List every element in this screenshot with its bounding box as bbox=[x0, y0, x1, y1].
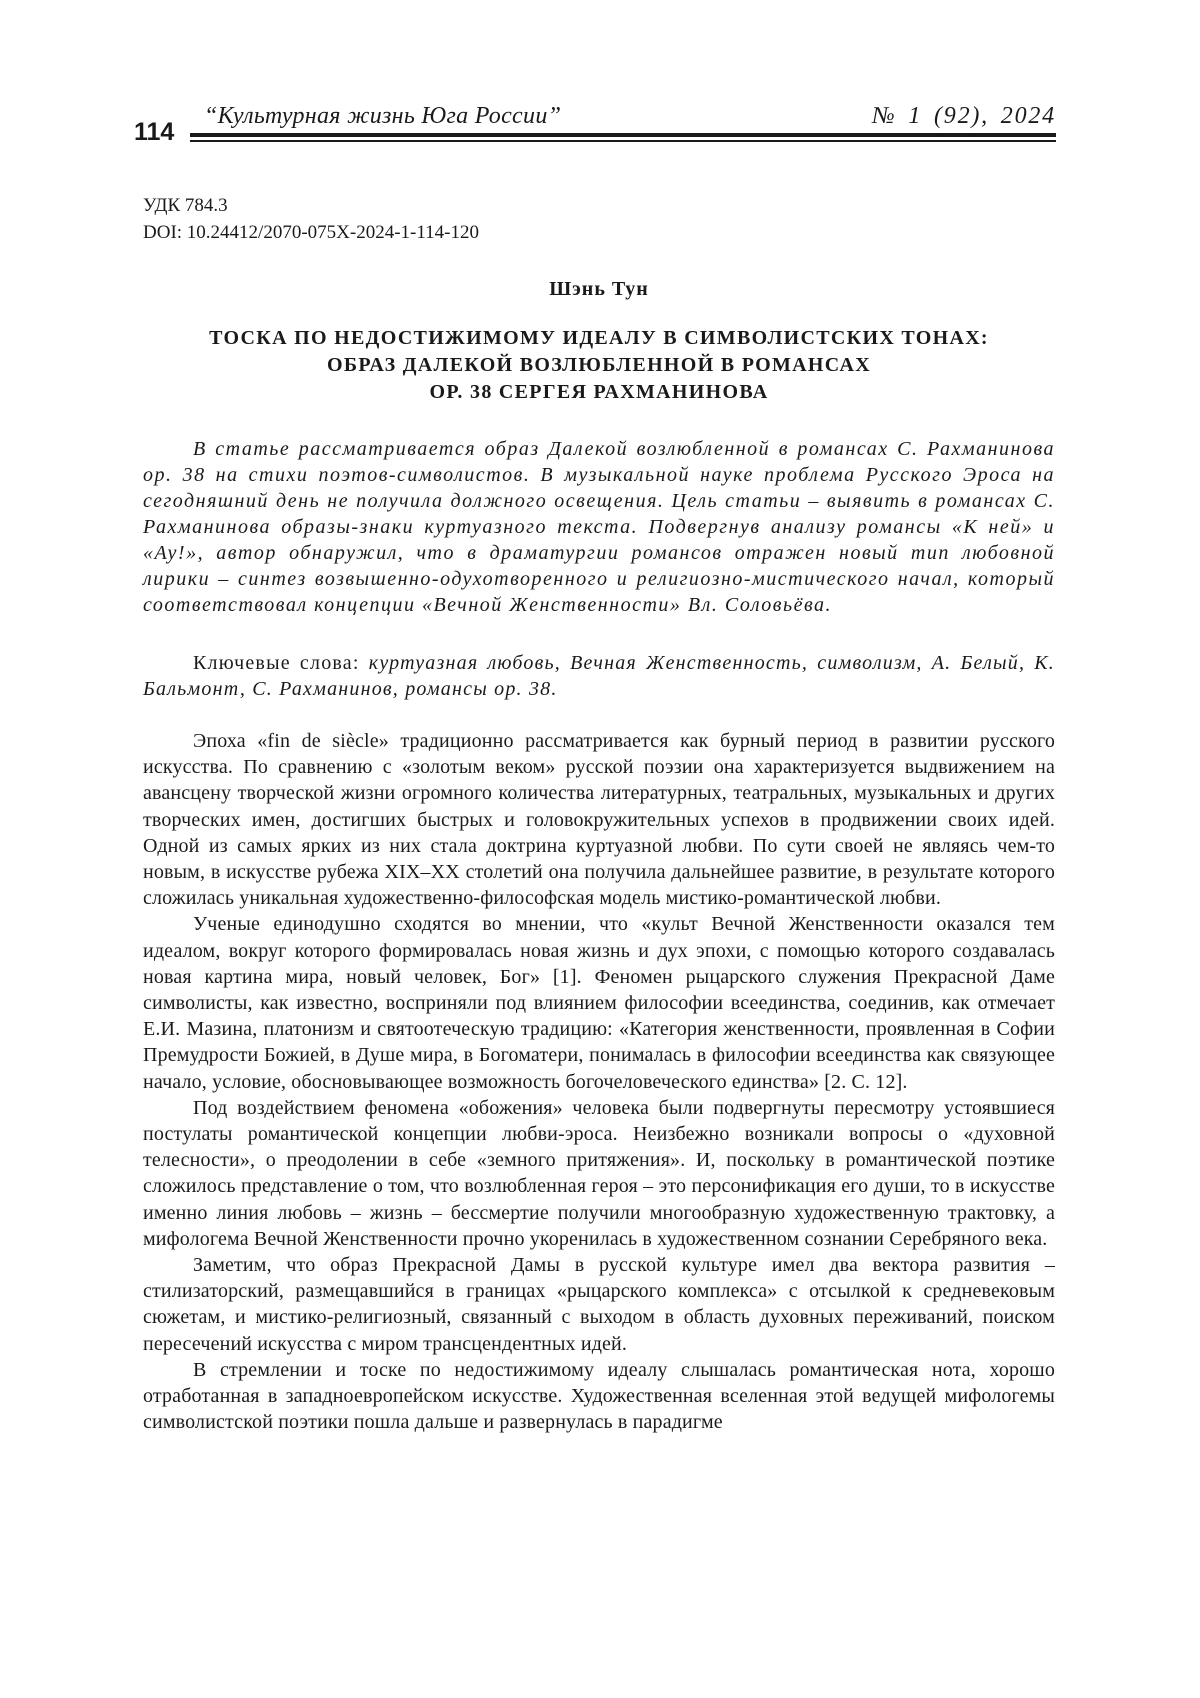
keywords bbox=[143, 650, 1055, 702]
body-paragraph: Под воздействием феномена «обожения» человека были подвергнуты пересмотру устоявшиеся постулаты романтической концепции любви-эроса. Неизбежно возникали вопросы о «духовной телесности», о преодолении в себе «земного притяжения». И, поскольку в романтической поэтике сложилось представление о том, что возлюбленная героя – это персонификация его души, то в искусстве именно линия любовь – жизнь – бессмертие получили многообразную художественную трактовку, а мифологема Вечной Женственности прочно укоренилась в художественном сознании Серебряного века. bbox=[143, 1095, 1055, 1252]
page-number: 114 bbox=[134, 120, 174, 145]
article-meta bbox=[143, 192, 743, 246]
keywords-label: Ключевые слова: bbox=[193, 652, 360, 674]
keywords-values: куртуазная любовь, Вечная Женственность, символизм, А. Белый, К. Бальмонт, С. Рахманинов, романсы ор. 38. bbox=[143, 652, 1055, 700]
body-paragraph: Эпоха «fin de siècle» традиционно рассматривается как бурный период в развитии русского искусства. По сравнению с «золотым веком» русской поэзии она характеризуется выдвижением на авансцену творческой жизни огромного количества литературных, театральных, музыкальных и других творческих имен, достигших быстрых и головокружительных успехов в продвижении своих идей. Одной из самых ярких из них стала доктрина куртуазной любви. По сути своей не являясь чем-то новым, в искусстве рубежа XIX–XX столетий она получила дальнейшее развитие, в результате которого сложилась уникальная художественно-философская модель мистико-романтической любви. bbox=[143, 728, 1055, 911]
doi: DOI: 10.24412/2070-075X-2024-1-114-120 bbox=[143, 219, 743, 246]
author-name: Шэнь Тун bbox=[143, 276, 1055, 302]
udc-code: УДК 784.3 bbox=[143, 192, 743, 219]
body-paragraph: Ученые единодушно сходятся во мнении, что «культ Вечной Женственности оказался тем идеалом, вокруг которого формировалась новая жизнь и дух эпохи, с помощью которого создавалась новая картина мира, новый человек, Бог» [1]. Феномен рыцарского служения Прекрасной Даме символисты, как известно, восприняли под влиянием философии всеединства, соединив, как отмечает Е.И. Мазина, платонизм и святоотеческую традицию: «Категория женственности, проявленная в Софии Премудрости Божией, в Душе мира, в Богоматери, понималась в философии всеединства как связующее начало, условие, обосновывающее возможность богочеловеческого единства» [2. С. 12]. bbox=[143, 911, 1055, 1094]
article-title bbox=[143, 325, 1055, 406]
title-line: ОР. 38 СЕРГЕЯ РАХМАНИНОВА bbox=[143, 379, 1055, 406]
body-text bbox=[143, 728, 1055, 1435]
title-line: ОБРАЗ ДАЛЕКОЙ ВОЗЛЮБЛЕННОЙ В РОМАНСАХ bbox=[143, 352, 1055, 379]
journal-title: “Культурная жизнь Юга России” bbox=[204, 102, 561, 130]
journal-page bbox=[0, 0, 1200, 1698]
body-paragraph: В стремлении и тоске по недостижимому идеалу слышалась романтическая нота, хорошо отработанная в западноевропейском искусстве. Художественная вселенная этой ведущей мифологемы символистской поэтики пошла дальше и развернулась в парадигме bbox=[143, 1357, 1055, 1436]
header-rule-thin bbox=[190, 140, 1056, 142]
header-rule-thick bbox=[190, 133, 1056, 137]
body-paragraph: Заметим, что образ Прекрасной Дамы в русской культуре имел два вектора развития – стилизаторский, размещавшийся в границах «рыцарского комплекса» с отсылкой к средневековым сюжетам, и мистико-религиозный, связанный с выходом в область духовных переживаний, поиском пересечений искусства с миром трансцендентных идей. bbox=[143, 1252, 1055, 1357]
abstract: В статье рассматривается образ Далекой возлюбленной в романсах С. Рахманинова ор. 38 на стихи поэтов-символистов. В музыкальной науке проблема Русского Эроса на сегодняшний день не получила должного освещения. Цель статьи – выявить в романсах С. Рахманинова образы-знаки куртуазного текста. Подвергнув анализу романсы «К ней» и «Ау!», автор обнаружил, что в драматургии романсов отражен новый тип любовной лирики – синтез возвышенно-одухотворенного и религиозно-мистического начал, который соответствовал концепции «Вечной Женственности» Вл. Соловьёва. bbox=[143, 436, 1055, 618]
issue-number: № 1 (92), 2024 bbox=[872, 102, 1056, 130]
title-line: ТОСКА ПО НЕДОСТИЖИМОМУ ИДЕАЛУ В СИМВОЛИСТСКИХ ТОНАХ: bbox=[143, 325, 1055, 352]
